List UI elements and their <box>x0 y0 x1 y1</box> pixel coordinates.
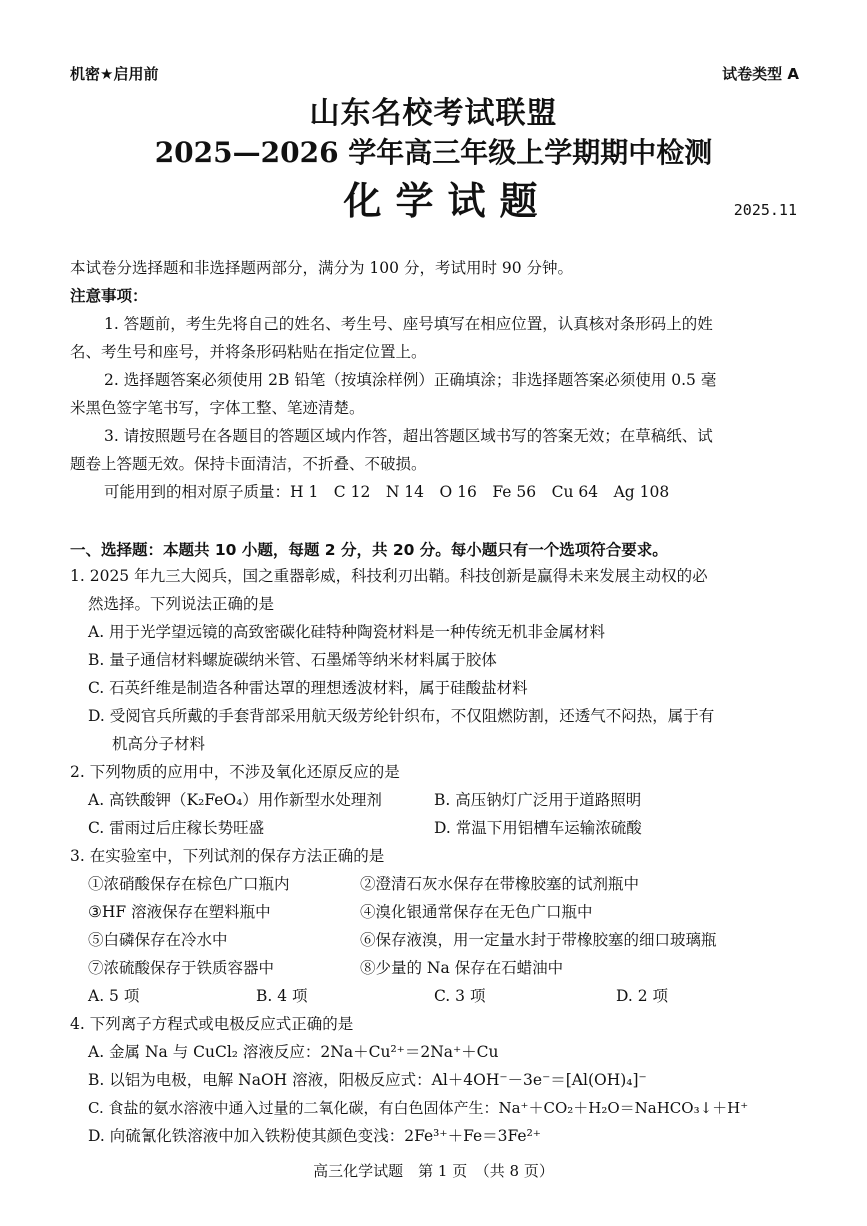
q1-stem: 然选择。下列说法正确的是 <box>88 595 275 613</box>
q2-option-d: D. 常温下用铝槽车运输浓硫酸 <box>434 819 642 837</box>
note-line: 2. 选择题答案必须使用 2B 铅笔（按填涂样例）正确填涂；非选择题答案必须使用 0.5 毫 <box>104 371 717 389</box>
q1-option-d: 机高分子材料 <box>112 735 206 753</box>
note-line: 3. 请按照题号在各题目的答题区域内作答，超出答题区域书写的答案无效；在草稿纸、试 <box>104 427 713 445</box>
intro-text: 本试卷分选择题和非选择题两部分，满分为 100 分，考试用时 90 分钟。 <box>70 259 574 277</box>
note-line: 米黑色签字笔书写，字体工整、笔迹清楚。 <box>70 399 365 417</box>
q2-option-b: B. 高压钠灯广泛用于道路照明 <box>434 791 642 809</box>
q3-option-a: A. 5 项 <box>88 987 140 1005</box>
section-heading: 一、选择题：本题共 10 小题，每题 2 分，共 20 分。每小题只有一个选项符合要求。 <box>70 541 668 559</box>
q3-item: ⑤白磷保存在冷水中 <box>88 931 228 949</box>
q3-stem: 3. 在实验室中，下列试剂的保存方法正确的是 <box>70 847 385 865</box>
notes-heading: 注意事项： <box>70 287 148 305</box>
q4-option-d: D. 向硫氰化铁溶液中加入铁粉使其颜色变浅：2Fe³⁺＋Fe＝3Fe²⁺ <box>88 1127 541 1145</box>
q1-option-b: B. 量子通信材料螺旋碳纳米管、石墨烯等纳米材料属于胶体 <box>88 651 497 669</box>
subject-title: 化学试题 <box>343 179 552 223</box>
page-footer: 高三化学试题 第 1 页 （共 8 页） <box>313 1162 554 1180</box>
q3-option-c: C. 3 项 <box>434 987 486 1005</box>
q4-stem: 4. 下列离子方程式或电极反应式正确的是 <box>70 1015 354 1033</box>
exam-date: 2025.11 <box>733 201 797 219</box>
atomic-mass-line: 可能用到的相对原子质量：H 1 C 12 N 14 O 16 Fe 56 Cu 64 Ag 108 <box>104 483 670 501</box>
q2-option-a: A. 高铁酸钾（K₂FeO₄）用作新型水处理剂 <box>88 791 382 809</box>
paper-type-label: 试卷类型 A <box>722 65 799 83</box>
q3-item: ③HF 溶液保存在塑料瓶中 <box>88 903 271 921</box>
q3-item: ①浓硝酸保存在棕色广口瓶内 <box>88 875 290 893</box>
exam-session-title: 2025—2026 学年高三年级上学期期中检测 <box>154 136 713 169</box>
q3-item: ⑦浓硫酸保存于铁质容器中 <box>88 959 275 977</box>
q1-stem: 1. 2025 年九三大阅兵，国之重器彰威，科技利刃出鞘。科技创新是赢得未来发展主动权的必 <box>70 567 708 585</box>
q1-option-d: D. 受阅官兵所戴的手套背部采用航天级芳纶针织布，不仅阻燃防割，还透气不闷热，属于有 <box>88 707 715 725</box>
exam-alliance-title: 山东名校考试联盟 <box>309 96 558 131</box>
q3-item: ④溴化银通常保存在无色广口瓶中 <box>360 903 593 921</box>
q1-option-a: A. 用于光学望远镜的高致密碳化硅特种陶瓷材料是一种传统无机非金属材料 <box>88 623 606 641</box>
q1-option-c: C. 石英纤维是制造各种雷达罩的理想透波材料，属于硅酸盐材料 <box>88 679 528 697</box>
q2-stem: 2. 下列物质的应用中，不涉及氧化还原反应的是 <box>70 763 400 781</box>
q4-option-a: A. 金属 Na 与 CuCl₂ 溶液反应：2Na＋Cu²⁺＝2Na⁺＋Cu <box>88 1043 499 1061</box>
q2-option-c: C. 雷雨过后庄稼长势旺盛 <box>88 819 265 837</box>
q4-option-c: C. 食盐的氨水溶液中通入过量的二氧化碳，有白色固体产生：Na⁺＋CO₂＋H₂O＝NaHCO₃↓＋H⁺ <box>88 1099 749 1117</box>
q3-item: ②澄清石灰水保存在带橡胶塞的试剂瓶中 <box>360 875 640 893</box>
q3-option-d: D. 2 项 <box>616 987 669 1005</box>
q3-item: ⑥保存液溴，用一定量水封于带橡胶塞的细口玻璃瓶 <box>360 931 717 949</box>
q4-option-b: B. 以铝为电极，电解 NaOH 溶液，阳极反应式：Al＋4OH⁻－3e⁻＝[Al(OH)₄]⁻ <box>88 1071 647 1089</box>
note-line: 1. 答题前，考生先将自己的姓名、考生号、座号填写在相应位置，认真核对条形码上的姓 <box>104 315 713 333</box>
note-line: 题卷上答题无效。保持卡面清洁，不折叠、不破损。 <box>70 455 427 473</box>
q3-option-b: B. 4 项 <box>256 987 308 1005</box>
confidential-label: 机密★启用前 <box>70 65 159 83</box>
note-line: 名、考生号和座号，并将条形码粘贴在指定位置上。 <box>70 343 427 361</box>
q3-item: ⑧少量的 Na 保存在石蜡油中 <box>360 959 564 977</box>
